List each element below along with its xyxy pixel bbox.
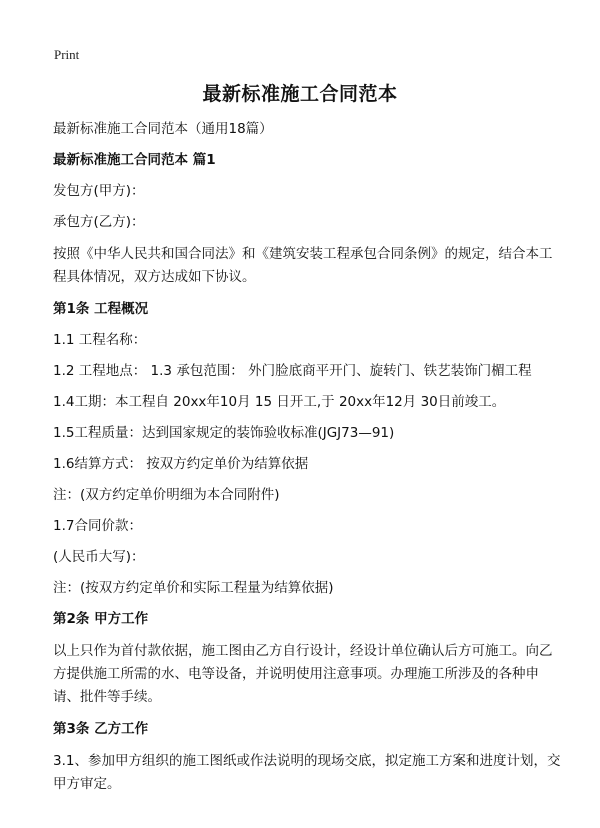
article-1-heading: 第1条 工程概况 xyxy=(53,301,149,317)
document-title: 最新标准施工合同范本 xyxy=(202,83,398,105)
note-2: 注：(按双方约定单价和实际工程量为结算依据) xyxy=(53,580,334,596)
article-3-heading: 第3条 乙方工作 xyxy=(53,721,149,737)
item-1-5: 1.5工程质量：达到国家规定的装饰验收标准(JGJ73—91) xyxy=(53,425,395,441)
article-2-heading: 第2条 甲方工作 xyxy=(53,611,149,627)
rmb-caps-line: (人民币大写)： xyxy=(53,549,145,565)
note-1: 注：(双方约定单价明细为本合同附件) xyxy=(53,487,280,503)
document-subtitle: 最新标准施工合同范本（通用18篇） xyxy=(53,121,273,137)
item-1-1: 1.1 工程名称： xyxy=(53,332,147,348)
intro-paragraph: 按照《中华人民共和国合同法》和《建筑安装工程承包合同条例》的规定，结合本工程具体情况，双方达成如下协议。 xyxy=(53,246,553,285)
item-1-7: 1.7合同价款： xyxy=(53,518,142,534)
print-label: Print xyxy=(54,47,80,62)
article-2-paragraph: 以上只作为首付款依据，施工图由乙方自行设计，经设计单位确认后方可施工。向乙方提供施工所需的水、电等设备，并说明使用注意事项。办理施工所涉及的各种申请、批件等手续。 xyxy=(53,643,553,705)
item-1-4: 1.4工期：本工程自 20xx年10月 15 日开工,于 20xx年12月 30日前竣工。 xyxy=(53,394,506,410)
item-3-1: 3.1、参加甲方组织的施工图纸或作法说明的现场交底，拟定施工方案和进度计划，交甲方审定。 xyxy=(53,753,561,792)
item-1-2: 1.2 工程地点： 1.3 承包范围： 外门脸底商平开门、旋转门、铁艺装饰门楣工程 xyxy=(53,363,532,379)
party-a-line: 发包方(甲方)： xyxy=(53,183,145,199)
section-heading: 最新标准施工合同范本 篇1 xyxy=(53,152,216,168)
document-body xyxy=(53,119,561,806)
party-b-line: 承包方(乙方)： xyxy=(53,214,145,230)
item-1-6: 1.6结算方式： 按双方约定单价为结算依据 xyxy=(53,456,309,472)
